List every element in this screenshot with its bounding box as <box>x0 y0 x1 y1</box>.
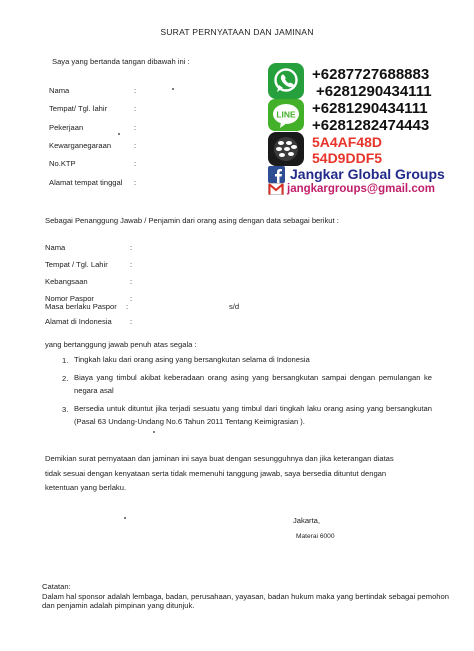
list-item <box>74 403 432 428</box>
phone-number: +6281290434111 <box>316 83 432 100</box>
responsibility-intro: yang bertanggung jawab penuh atas segala : <box>45 340 197 349</box>
notes-line: Dalam hal sponsor adalah lembaga, badan, perusahaan, yayasan, badan hukum maka yang bertindak sebagai pemohon <box>42 592 449 601</box>
field-label-ktp: No.KTP <box>49 159 76 168</box>
field-colon: : <box>130 277 133 286</box>
field-colon: : <box>134 178 137 187</box>
facebook-icon <box>268 166 285 183</box>
list-item-line: Tingkah laku dari orang asing yang bersangkutan selama di Indonesia <box>74 355 310 364</box>
field-label-nama: Nama <box>49 86 70 95</box>
document-title: SURAT PERNYATAAN DAN JAMINAN <box>160 27 314 37</box>
phone-number: +6287727688883 <box>312 66 430 83</box>
list-item-number: 3. <box>62 405 69 414</box>
list-item-line: Bersedia untuk dituntut jika terjadi sesuatu yang timbul dari tingkah laku orang asing yang <box>74 404 384 413</box>
gmail-icon <box>268 183 284 195</box>
stamp-label: Materai 6000 <box>296 533 335 540</box>
signature-place: Jakarta, <box>293 516 321 525</box>
foreigner-label-masa: Masa berlaku Paspor <box>45 302 117 311</box>
list-item <box>74 372 432 397</box>
whatsapp-icon <box>268 63 304 99</box>
foreigner-label-kebangsaan: Kebangsaan <box>45 277 88 286</box>
foreigner-label-paspor: Nomor Paspor <box>45 294 94 303</box>
notes-label: Catatan: <box>42 582 71 591</box>
notes-line: dan penjamin adalah pimpinan yang ditunjuk. <box>42 601 195 610</box>
line-icon-label: LINE <box>276 109 296 120</box>
list-item-line: Biaya yang timbul akibat keberadaan orang asing yang bersangkutan sampai dengan pemulangan <box>74 373 421 382</box>
closing-line: tidak sesuai dengan kenyataan serta tidak memenuhi tanggung jawab, saya bersedia dituntut dengan <box>45 468 387 478</box>
phone-number: +6281282474443 <box>312 117 430 134</box>
field-colon: : <box>130 243 133 252</box>
bbm-pin: 54D9DDF5 <box>312 150 383 166</box>
field-colon: : <box>134 123 137 132</box>
field-colon: : <box>130 317 133 326</box>
list-item-line: bersangkutan (Pasal 63 Undang-Undang No.6 Tahun 2011 Tentang Keimigrasian ). <box>74 404 432 426</box>
blackberry-icon <box>268 132 304 166</box>
list-item-number: 1. <box>62 356 69 365</box>
field-colon: : <box>130 294 133 303</box>
facebook-page-name: Jangkar Global Groups <box>290 166 445 182</box>
field-colon: : <box>126 302 129 311</box>
scan-speck <box>124 517 126 519</box>
list-item-number: 2. <box>62 374 69 383</box>
intro-text: Saya yang bertanda tangan dibawah ini : <box>52 57 190 66</box>
closing-line: ketentuan yang berlaku. <box>45 483 127 492</box>
scan-speck <box>118 133 120 135</box>
guarantor-intro: Sebagai Penanggung Jawab / Penjamin dari orang asing dengan data sebagai berikut : <box>45 216 339 225</box>
foreigner-label-nama: Nama <box>45 243 66 252</box>
closing-line: Demikian surat pernyataan dan jaminan ini saya buat dengan sesungguhnya dan jika keterangan diatas <box>45 454 394 463</box>
email-address: jangkargroups@gmail.com <box>287 183 435 195</box>
list-item-line: ke negara asal <box>74 373 432 395</box>
list-item <box>74 354 432 367</box>
field-label-alamat: Alamat tempat tinggal <box>49 178 123 187</box>
field-colon: : <box>134 141 137 150</box>
foreigner-label-ttl: Tempat / Tgl. Lahir <box>45 260 108 269</box>
closing-paragraph <box>45 453 423 495</box>
field-colon: : <box>134 159 137 168</box>
line-icon <box>268 99 304 131</box>
field-label-kewarganegaraan: Kewarganegaraan <box>49 141 112 150</box>
scan-speck <box>153 431 155 433</box>
bbm-pin: 5A4AF48D <box>312 134 383 150</box>
field-colon: : <box>134 104 137 113</box>
field-label-ttl: Tempat/ Tgl. lahir <box>49 104 108 113</box>
foreigner-label-alamat: Alamat di Indonesia <box>45 317 112 326</box>
field-colon: : <box>130 260 133 269</box>
field-label-pekerjaan: Pekerjaan <box>49 123 84 132</box>
phone-number: +6281290434111 <box>312 100 428 117</box>
field-colon: : <box>134 86 137 95</box>
scan-speck <box>172 88 174 90</box>
date-range-sd: s/d <box>229 302 240 311</box>
